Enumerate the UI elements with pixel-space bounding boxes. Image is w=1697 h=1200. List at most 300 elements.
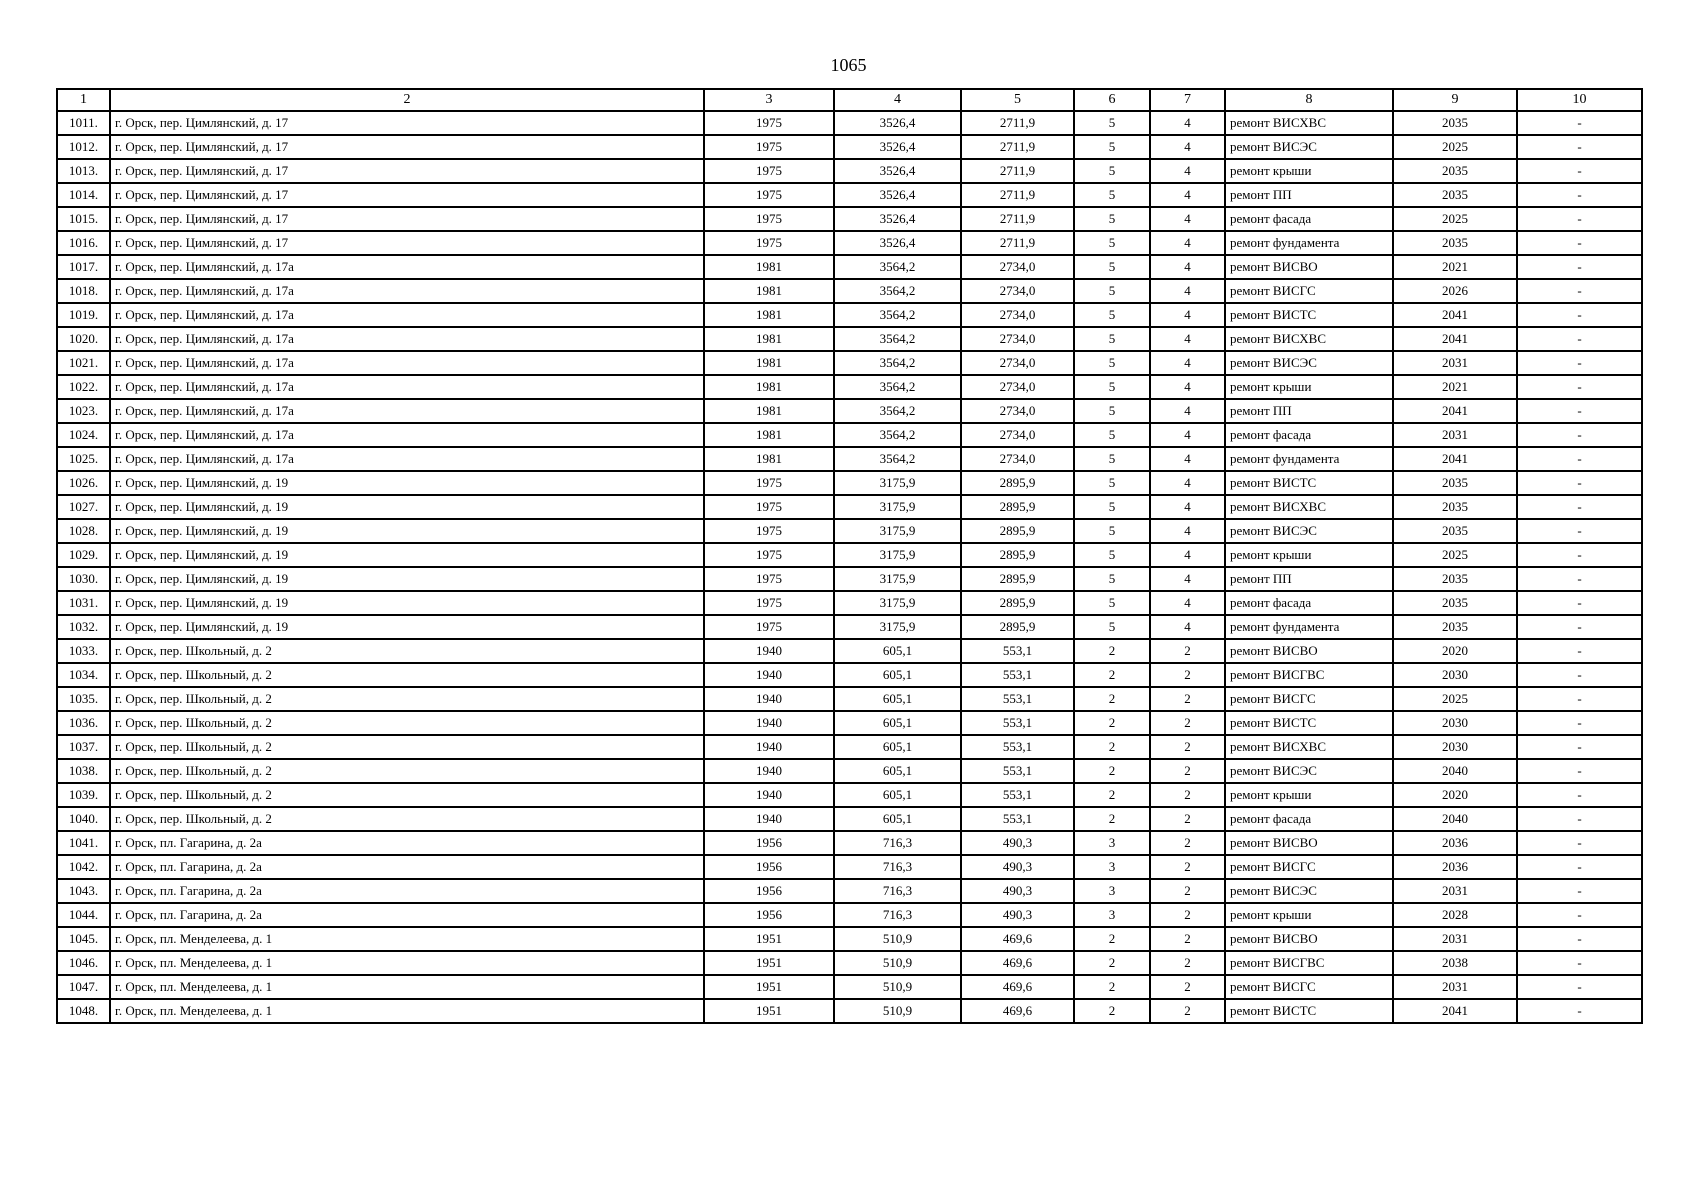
address-cell: г. Орск, пер. Цимлянский, д. 17а bbox=[110, 423, 704, 447]
entrances-cell: 2 bbox=[1150, 711, 1225, 735]
living-area-cell: 490,3 bbox=[961, 855, 1074, 879]
table-row bbox=[57, 615, 1642, 639]
address-cell: г. Орск, пер. Цимлянский, д. 17 bbox=[110, 111, 704, 135]
work-type-cell: ремонт ПП bbox=[1225, 567, 1393, 591]
living-area-cell: 2734,0 bbox=[961, 327, 1074, 351]
living-area-cell: 2895,9 bbox=[961, 471, 1074, 495]
table-row bbox=[57, 207, 1642, 231]
total-area-cell: 3526,4 bbox=[834, 111, 961, 135]
floors-cell: 2 bbox=[1074, 927, 1150, 951]
table-row bbox=[57, 807, 1642, 831]
living-area-cell: 2734,0 bbox=[961, 303, 1074, 327]
address-cell: г. Орск, пер. Цимлянский, д. 19 bbox=[110, 591, 704, 615]
address-cell: г. Орск, пер. Цимлянский, д. 17 bbox=[110, 231, 704, 255]
row-number-cell: 1014. bbox=[57, 183, 110, 207]
note-cell: - bbox=[1517, 615, 1642, 639]
work-type-cell: ремонт ПП bbox=[1225, 183, 1393, 207]
row-number-cell: 1038. bbox=[57, 759, 110, 783]
floors-cell: 5 bbox=[1074, 159, 1150, 183]
year-cell: 1975 bbox=[704, 183, 834, 207]
total-area-cell: 510,9 bbox=[834, 975, 961, 999]
note-cell: - bbox=[1517, 207, 1642, 231]
floors-cell: 2 bbox=[1074, 975, 1150, 999]
entrances-cell: 2 bbox=[1150, 903, 1225, 927]
column-header-1: 1 bbox=[57, 89, 110, 111]
total-area-cell: 510,9 bbox=[834, 999, 961, 1023]
total-area-cell: 3564,2 bbox=[834, 447, 961, 471]
planned-year-cell: 2041 bbox=[1393, 447, 1517, 471]
entrances-cell: 2 bbox=[1150, 639, 1225, 663]
planned-year-cell: 2038 bbox=[1393, 951, 1517, 975]
column-header-8: 8 bbox=[1225, 89, 1393, 111]
note-cell: - bbox=[1517, 375, 1642, 399]
living-area-cell: 2734,0 bbox=[961, 375, 1074, 399]
planned-year-cell: 2025 bbox=[1393, 135, 1517, 159]
year-cell: 1981 bbox=[704, 255, 834, 279]
floors-cell: 3 bbox=[1074, 855, 1150, 879]
total-area-cell: 510,9 bbox=[834, 951, 961, 975]
total-area-cell: 3175,9 bbox=[834, 567, 961, 591]
living-area-cell: 2711,9 bbox=[961, 183, 1074, 207]
table-row bbox=[57, 423, 1642, 447]
total-area-cell: 3564,2 bbox=[834, 423, 961, 447]
floors-cell: 5 bbox=[1074, 183, 1150, 207]
total-area-cell: 716,3 bbox=[834, 879, 961, 903]
table-row bbox=[57, 543, 1642, 567]
note-cell: - bbox=[1517, 591, 1642, 615]
row-number-cell: 1026. bbox=[57, 471, 110, 495]
row-number-cell: 1027. bbox=[57, 495, 110, 519]
entrances-cell: 4 bbox=[1150, 375, 1225, 399]
note-cell: - bbox=[1517, 543, 1642, 567]
row-number-cell: 1045. bbox=[57, 927, 110, 951]
work-type-cell: ремонт ВИСГС bbox=[1225, 687, 1393, 711]
planned-year-cell: 2036 bbox=[1393, 831, 1517, 855]
living-area-cell: 553,1 bbox=[961, 687, 1074, 711]
year-cell: 1956 bbox=[704, 831, 834, 855]
floors-cell: 5 bbox=[1074, 591, 1150, 615]
work-type-cell: ремонт ВИСГС bbox=[1225, 855, 1393, 879]
note-cell: - bbox=[1517, 351, 1642, 375]
address-cell: г. Орск, пер. Цимлянский, д. 17а bbox=[110, 399, 704, 423]
year-cell: 1951 bbox=[704, 999, 834, 1023]
row-number-cell: 1011. bbox=[57, 111, 110, 135]
row-number-cell: 1033. bbox=[57, 639, 110, 663]
floors-cell: 5 bbox=[1074, 255, 1150, 279]
row-number-cell: 1029. bbox=[57, 543, 110, 567]
table-row bbox=[57, 663, 1642, 687]
entrances-cell: 4 bbox=[1150, 519, 1225, 543]
address-cell: г. Орск, пер. Школьный, д. 2 bbox=[110, 783, 704, 807]
floors-cell: 5 bbox=[1074, 207, 1150, 231]
planned-year-cell: 2031 bbox=[1393, 927, 1517, 951]
living-area-cell: 2711,9 bbox=[961, 111, 1074, 135]
planned-year-cell: 2040 bbox=[1393, 807, 1517, 831]
row-number-cell: 1046. bbox=[57, 951, 110, 975]
table-row bbox=[57, 159, 1642, 183]
year-cell: 1975 bbox=[704, 591, 834, 615]
living-area-cell: 2711,9 bbox=[961, 159, 1074, 183]
entrances-cell: 4 bbox=[1150, 543, 1225, 567]
entrances-cell: 2 bbox=[1150, 927, 1225, 951]
row-number-cell: 1047. bbox=[57, 975, 110, 999]
floors-cell: 2 bbox=[1074, 951, 1150, 975]
year-cell: 1981 bbox=[704, 447, 834, 471]
floors-cell: 5 bbox=[1074, 615, 1150, 639]
year-cell: 1981 bbox=[704, 303, 834, 327]
planned-year-cell: 2035 bbox=[1393, 495, 1517, 519]
planned-year-cell: 2030 bbox=[1393, 663, 1517, 687]
table-row bbox=[57, 327, 1642, 351]
entrances-cell: 4 bbox=[1150, 231, 1225, 255]
year-cell: 1951 bbox=[704, 975, 834, 999]
table-row bbox=[57, 831, 1642, 855]
year-cell: 1975 bbox=[704, 135, 834, 159]
table-row bbox=[57, 975, 1642, 999]
work-type-cell: ремонт ВИСТС bbox=[1225, 999, 1393, 1023]
row-number-cell: 1017. bbox=[57, 255, 110, 279]
living-area-cell: 490,3 bbox=[961, 903, 1074, 927]
table-row bbox=[57, 735, 1642, 759]
planned-year-cell: 2020 bbox=[1393, 639, 1517, 663]
address-cell: г. Орск, пер. Цимлянский, д. 17 bbox=[110, 207, 704, 231]
table-row bbox=[57, 495, 1642, 519]
planned-year-cell: 2031 bbox=[1393, 351, 1517, 375]
year-cell: 1940 bbox=[704, 687, 834, 711]
address-cell: г. Орск, пл. Гагарина, д. 2а bbox=[110, 855, 704, 879]
row-number-cell: 1025. bbox=[57, 447, 110, 471]
year-cell: 1975 bbox=[704, 615, 834, 639]
living-area-cell: 2734,0 bbox=[961, 399, 1074, 423]
note-cell: - bbox=[1517, 951, 1642, 975]
total-area-cell: 3175,9 bbox=[834, 543, 961, 567]
year-cell: 1940 bbox=[704, 711, 834, 735]
address-cell: г. Орск, пер. Цимлянский, д. 17 bbox=[110, 183, 704, 207]
address-cell: г. Орск, пер. Школьный, д. 2 bbox=[110, 807, 704, 831]
floors-cell: 5 bbox=[1074, 111, 1150, 135]
note-cell: - bbox=[1517, 807, 1642, 831]
year-cell: 1951 bbox=[704, 951, 834, 975]
total-area-cell: 3564,2 bbox=[834, 303, 961, 327]
planned-year-cell: 2025 bbox=[1393, 687, 1517, 711]
table-row bbox=[57, 447, 1642, 471]
entrances-cell: 4 bbox=[1150, 207, 1225, 231]
row-number-cell: 1039. bbox=[57, 783, 110, 807]
entrances-cell: 4 bbox=[1150, 255, 1225, 279]
table-row bbox=[57, 591, 1642, 615]
total-area-cell: 3526,4 bbox=[834, 135, 961, 159]
note-cell: - bbox=[1517, 687, 1642, 711]
entrances-cell: 4 bbox=[1150, 495, 1225, 519]
column-header-10: 10 bbox=[1517, 89, 1642, 111]
work-type-cell: ремонт ВИСЭС bbox=[1225, 759, 1393, 783]
living-area-cell: 469,6 bbox=[961, 975, 1074, 999]
living-area-cell: 553,1 bbox=[961, 735, 1074, 759]
address-cell: г. Орск, пер. Цимлянский, д. 17а bbox=[110, 447, 704, 471]
year-cell: 1956 bbox=[704, 903, 834, 927]
row-number-cell: 1032. bbox=[57, 615, 110, 639]
floors-cell: 2 bbox=[1074, 711, 1150, 735]
total-area-cell: 716,3 bbox=[834, 831, 961, 855]
table-row bbox=[57, 303, 1642, 327]
note-cell: - bbox=[1517, 135, 1642, 159]
floors-cell: 3 bbox=[1074, 879, 1150, 903]
floors-cell: 5 bbox=[1074, 519, 1150, 543]
row-number-cell: 1019. bbox=[57, 303, 110, 327]
note-cell: - bbox=[1517, 471, 1642, 495]
address-cell: г. Орск, пер. Цимлянский, д. 17а bbox=[110, 327, 704, 351]
living-area-cell: 553,1 bbox=[961, 807, 1074, 831]
total-area-cell: 605,1 bbox=[834, 735, 961, 759]
total-area-cell: 605,1 bbox=[834, 639, 961, 663]
address-cell: г. Орск, пер. Цимлянский, д. 19 bbox=[110, 615, 704, 639]
address-cell: г. Орск, пер. Школьный, д. 2 bbox=[110, 735, 704, 759]
entrances-cell: 4 bbox=[1150, 279, 1225, 303]
planned-year-cell: 2035 bbox=[1393, 231, 1517, 255]
floors-cell: 5 bbox=[1074, 303, 1150, 327]
row-number-cell: 1021. bbox=[57, 351, 110, 375]
living-area-cell: 2734,0 bbox=[961, 279, 1074, 303]
address-cell: г. Орск, пер. Цимлянский, д. 19 bbox=[110, 471, 704, 495]
total-area-cell: 3175,9 bbox=[834, 471, 961, 495]
table-row bbox=[57, 135, 1642, 159]
table-row bbox=[57, 759, 1642, 783]
table-row bbox=[57, 903, 1642, 927]
work-type-cell: ремонт ВИСХВС bbox=[1225, 327, 1393, 351]
column-header-3: 3 bbox=[704, 89, 834, 111]
note-cell: - bbox=[1517, 159, 1642, 183]
planned-year-cell: 2035 bbox=[1393, 471, 1517, 495]
living-area-cell: 553,1 bbox=[961, 639, 1074, 663]
entrances-cell: 4 bbox=[1150, 183, 1225, 207]
floors-cell: 2 bbox=[1074, 735, 1150, 759]
entrances-cell: 4 bbox=[1150, 591, 1225, 615]
table-row bbox=[57, 111, 1642, 135]
note-cell: - bbox=[1517, 975, 1642, 999]
planned-year-cell: 2031 bbox=[1393, 423, 1517, 447]
living-area-cell: 2895,9 bbox=[961, 519, 1074, 543]
row-number-cell: 1024. bbox=[57, 423, 110, 447]
entrances-cell: 2 bbox=[1150, 879, 1225, 903]
planned-year-cell: 2041 bbox=[1393, 999, 1517, 1023]
row-number-cell: 1013. bbox=[57, 159, 110, 183]
living-area-cell: 2711,9 bbox=[961, 135, 1074, 159]
total-area-cell: 3175,9 bbox=[834, 519, 961, 543]
work-type-cell: ремонт крыши bbox=[1225, 783, 1393, 807]
total-area-cell: 3526,4 bbox=[834, 159, 961, 183]
address-cell: г. Орск, пл. Гагарина, д. 2а bbox=[110, 903, 704, 927]
planned-year-cell: 2035 bbox=[1393, 567, 1517, 591]
work-type-cell: ремонт ВИСЭС bbox=[1225, 519, 1393, 543]
address-cell: г. Орск, пл. Менделеева, д. 1 bbox=[110, 951, 704, 975]
address-cell: г. Орск, пер. Цимлянский, д. 17 bbox=[110, 159, 704, 183]
entrances-cell: 2 bbox=[1150, 975, 1225, 999]
row-number-cell: 1028. bbox=[57, 519, 110, 543]
column-header-6: 6 bbox=[1074, 89, 1150, 111]
year-cell: 1975 bbox=[704, 159, 834, 183]
total-area-cell: 3564,2 bbox=[834, 399, 961, 423]
work-type-cell: ремонт ВИСТС bbox=[1225, 711, 1393, 735]
entrances-cell: 4 bbox=[1150, 399, 1225, 423]
entrances-cell: 2 bbox=[1150, 663, 1225, 687]
floors-cell: 5 bbox=[1074, 399, 1150, 423]
planned-year-cell: 2025 bbox=[1393, 543, 1517, 567]
work-type-cell: ремонт фасада bbox=[1225, 423, 1393, 447]
planned-year-cell: 2036 bbox=[1393, 855, 1517, 879]
floors-cell: 5 bbox=[1074, 423, 1150, 447]
planned-year-cell: 2035 bbox=[1393, 183, 1517, 207]
entrances-cell: 2 bbox=[1150, 951, 1225, 975]
work-type-cell: ремонт ВИСТС bbox=[1225, 471, 1393, 495]
living-area-cell: 2895,9 bbox=[961, 591, 1074, 615]
floors-cell: 2 bbox=[1074, 759, 1150, 783]
planned-year-cell: 2031 bbox=[1393, 975, 1517, 999]
living-area-cell: 2734,0 bbox=[961, 255, 1074, 279]
note-cell: - bbox=[1517, 423, 1642, 447]
planned-year-cell: 2041 bbox=[1393, 399, 1517, 423]
planned-year-cell: 2035 bbox=[1393, 111, 1517, 135]
living-area-cell: 553,1 bbox=[961, 783, 1074, 807]
row-number-cell: 1036. bbox=[57, 711, 110, 735]
total-area-cell: 605,1 bbox=[834, 807, 961, 831]
work-type-cell: ремонт ПП bbox=[1225, 399, 1393, 423]
entrances-cell: 2 bbox=[1150, 807, 1225, 831]
living-area-cell: 2734,0 bbox=[961, 423, 1074, 447]
table-row bbox=[57, 567, 1642, 591]
living-area-cell: 2895,9 bbox=[961, 567, 1074, 591]
year-cell: 1940 bbox=[704, 759, 834, 783]
work-type-cell: ремонт крыши bbox=[1225, 543, 1393, 567]
table-row bbox=[57, 255, 1642, 279]
planned-year-cell: 2026 bbox=[1393, 279, 1517, 303]
living-area-cell: 2895,9 bbox=[961, 543, 1074, 567]
total-area-cell: 716,3 bbox=[834, 903, 961, 927]
year-cell: 1975 bbox=[704, 543, 834, 567]
year-cell: 1975 bbox=[704, 495, 834, 519]
column-header-9: 9 bbox=[1393, 89, 1517, 111]
table-row bbox=[57, 375, 1642, 399]
entrances-cell: 4 bbox=[1150, 423, 1225, 447]
note-cell: - bbox=[1517, 663, 1642, 687]
year-cell: 1940 bbox=[704, 663, 834, 687]
note-cell: - bbox=[1517, 903, 1642, 927]
note-cell: - bbox=[1517, 183, 1642, 207]
address-cell: г. Орск, пл. Менделеева, д. 1 bbox=[110, 927, 704, 951]
note-cell: - bbox=[1517, 495, 1642, 519]
total-area-cell: 3526,4 bbox=[834, 183, 961, 207]
table-row bbox=[57, 999, 1642, 1023]
floors-cell: 5 bbox=[1074, 471, 1150, 495]
address-cell: г. Орск, пер. Цимлянский, д. 17а bbox=[110, 351, 704, 375]
entrances-cell: 4 bbox=[1150, 303, 1225, 327]
year-cell: 1981 bbox=[704, 375, 834, 399]
work-type-cell: ремонт ВИСВО bbox=[1225, 255, 1393, 279]
year-cell: 1975 bbox=[704, 111, 834, 135]
living-area-cell: 2895,9 bbox=[961, 615, 1074, 639]
work-type-cell: ремонт крыши bbox=[1225, 903, 1393, 927]
entrances-cell: 2 bbox=[1150, 855, 1225, 879]
planned-year-cell: 2035 bbox=[1393, 159, 1517, 183]
work-type-cell: ремонт ВИСЭС bbox=[1225, 879, 1393, 903]
table-row bbox=[57, 951, 1642, 975]
year-cell: 1975 bbox=[704, 231, 834, 255]
year-cell: 1975 bbox=[704, 207, 834, 231]
note-cell: - bbox=[1517, 735, 1642, 759]
note-cell: - bbox=[1517, 303, 1642, 327]
year-cell: 1981 bbox=[704, 279, 834, 303]
total-area-cell: 605,1 bbox=[834, 759, 961, 783]
note-cell: - bbox=[1517, 567, 1642, 591]
work-type-cell: ремонт фундамента bbox=[1225, 447, 1393, 471]
address-cell: г. Орск, пл. Гагарина, д. 2а bbox=[110, 879, 704, 903]
total-area-cell: 605,1 bbox=[834, 783, 961, 807]
table-row bbox=[57, 927, 1642, 951]
table-row bbox=[57, 351, 1642, 375]
year-cell: 1951 bbox=[704, 927, 834, 951]
entrances-cell: 2 bbox=[1150, 831, 1225, 855]
entrances-cell: 4 bbox=[1150, 567, 1225, 591]
planned-year-cell: 2021 bbox=[1393, 255, 1517, 279]
floors-cell: 5 bbox=[1074, 231, 1150, 255]
work-type-cell: ремонт ВИСЭС bbox=[1225, 135, 1393, 159]
row-number-cell: 1012. bbox=[57, 135, 110, 159]
total-area-cell: 3564,2 bbox=[834, 327, 961, 351]
address-cell: г. Орск, пл. Гагарина, д. 2а bbox=[110, 831, 704, 855]
entrances-cell: 2 bbox=[1150, 783, 1225, 807]
row-number-cell: 1022. bbox=[57, 375, 110, 399]
year-cell: 1975 bbox=[704, 567, 834, 591]
planned-year-cell: 2030 bbox=[1393, 711, 1517, 735]
total-area-cell: 3564,2 bbox=[834, 375, 961, 399]
living-area-cell: 553,1 bbox=[961, 711, 1074, 735]
address-cell: г. Орск, пер. Цимлянский, д. 17 bbox=[110, 135, 704, 159]
table-row bbox=[57, 879, 1642, 903]
address-cell: г. Орск, пер. Цимлянский, д. 17а bbox=[110, 303, 704, 327]
note-cell: - bbox=[1517, 999, 1642, 1023]
floors-cell: 2 bbox=[1074, 639, 1150, 663]
note-cell: - bbox=[1517, 255, 1642, 279]
row-number-cell: 1020. bbox=[57, 327, 110, 351]
living-area-cell: 2734,0 bbox=[961, 351, 1074, 375]
note-cell: - bbox=[1517, 831, 1642, 855]
note-cell: - bbox=[1517, 879, 1642, 903]
living-area-cell: 553,1 bbox=[961, 663, 1074, 687]
address-cell: г. Орск, пер. Цимлянский, д. 17а bbox=[110, 375, 704, 399]
work-type-cell: ремонт фасада bbox=[1225, 207, 1393, 231]
year-cell: 1940 bbox=[704, 807, 834, 831]
row-number-cell: 1042. bbox=[57, 855, 110, 879]
page-number: 1065 bbox=[830, 55, 867, 75]
total-area-cell: 716,3 bbox=[834, 855, 961, 879]
table-header bbox=[57, 89, 1642, 111]
work-type-cell: ремонт фундамента bbox=[1225, 231, 1393, 255]
work-type-cell: ремонт фундамента bbox=[1225, 615, 1393, 639]
work-type-cell: ремонт ВИСВО bbox=[1225, 831, 1393, 855]
work-type-cell: ремонт ВИСВО bbox=[1225, 639, 1393, 663]
planned-year-cell: 2035 bbox=[1393, 519, 1517, 543]
work-type-cell: ремонт ВИСГВС bbox=[1225, 951, 1393, 975]
floors-cell: 5 bbox=[1074, 495, 1150, 519]
row-number-cell: 1030. bbox=[57, 567, 110, 591]
year-cell: 1956 bbox=[704, 879, 834, 903]
total-area-cell: 3526,4 bbox=[834, 207, 961, 231]
year-cell: 1981 bbox=[704, 399, 834, 423]
living-area-cell: 2734,0 bbox=[961, 447, 1074, 471]
address-cell: г. Орск, пер. Школьный, д. 2 bbox=[110, 711, 704, 735]
planned-year-cell: 2035 bbox=[1393, 615, 1517, 639]
planned-year-cell: 2041 bbox=[1393, 303, 1517, 327]
living-area-cell: 469,6 bbox=[961, 927, 1074, 951]
